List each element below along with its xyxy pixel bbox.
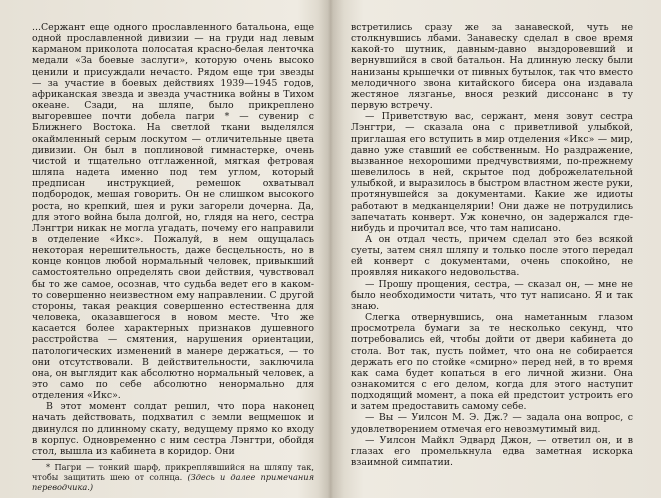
paragraph: — Прошу прощения, сестра, — сказал он, — мне не было необходимости читать, что тут написано. Я и так знаю.: [351, 278, 633, 312]
footnote-text: * Пагри — тонкий шарф, прикреплявшийся на шляпу так, чтобы защитить шею от солнца.: [32, 462, 314, 482]
right-page-text: [351, 22, 633, 468]
paragraph: — Приветствую вас, сержант, меня зовут сестра Лэнгтри, — сказала она с приветливой улыбкой, приглашая его вступить в мир отделения «Икс» — мир, давно уже ставший ее собственным. Но раздражение, вызванное нехорошими предчувствиями, по-прежнему шевелилось в ней, скрытое под доброжелательной улыбкой, и выразилось в быстром властном жесте руки, протянувшейся за документами. Какие же идиоты работают в медканцелярии! Они даже не потрудились запечатать конверт. Уж конечно, он задержался где-нибудь и прочитал все, что там написано.: [351, 111, 633, 234]
left-page-text: [32, 22, 314, 457]
paragraph: встретились сразу же за занавеской, чуть не столкнувшись лбами. Занавеску сделал в свое время какой-то шутник, давным-давно выздоровевший и вернувшийся в свой батальон. На длинную леску были нанизаны крышечки от пивных бутылок, так что вместо мелодичного звона китайского бисера она издавала жестяное лязганье, внося резкий диссонанс в ту первую встречу.: [351, 22, 633, 112]
paragraph: Слегка отвернувшись, она наметанным глазом просмотрела бумаги за те несколько секунд, что потребовались ей, чтобы дойти от двери кабинета до стола. Вот так, пусть поймет, что она не собирается держать его по стойке «смирно» перед ней, в то время как сама будет копаться в его личной жизни. Она ознакомится с его делом, когда для этого наступит подходящий момент, а пока ей предстоит устроить его и затем предоставить самому себе.: [351, 312, 633, 413]
paragraph: — Вы — Уилсон М. Э. Дж.? — задала она вопрос, с удовлетворением отмечая его невозмутимый вид.: [351, 412, 633, 435]
paragraph: В этот момент солдат решил, что пора наконец начать действовать, подхватил с земли вещмешок и двинулся по длинному скату, ведущему прямо ко входу в корпус. Одновременно с ним сестра Лэнгтри, обойдя стол, вышла из кабинета в коридор. Они: [32, 401, 314, 457]
paragraph: А он отдал честь, причем сделал это без всякой суеты, затем снял шляпу и только после этого передал ей конверт с документами, очень спокойно, не проявляя никакого недовольства.: [351, 233, 633, 279]
paragraph: ...Сержант еще одного прославленного батальона, еще одной прославленной дивизии — на груди над левым карманом приколота полосатая красно-белая ленточка медали «За боевые заслуги», которую очень высоко ценили и присуждали нечасто. Рядом еще три звезды — за участие в боевых действиях 1939—1945 годов, африканская звезда и звезда участника войны в Тихом океане. Сзади, на шляпе, было прикреплено выгоревшее почти добела пагри * — сувенир с Ближнего Востока. На светлой ткани выделялся окаймленный серым лоскутом — отличительные цвета дивизии. Он был в поплиновой гимнастерке, очень чистой и тщательно отглаженной, мягкая фетровая шляпа надета именно под тем углом, который предписан инструкцией, ремешок охватывал подбородок, мешая говорить. Он не слишком высокого роста, но крепкий, шея и руки загорели дочерна. Да, для этого война была долгой, но, глядя на него, сестра Лэнгтри никак не могла угадать, почему его направили в отделение «Икс». Пожалуй, в нем ощущалась некоторая нерешительность, даже бесцельность, но в конце концов любой нормальный человек, привыкший самостоятельно определять свои действия, чувствовал бы то же самое, осознав, что судьба ведет его в каком-то совершенно неизвестном ему направлении. С другой стороны, такая реакция совершенно естественна для человека, оказавшегося в новом месте. Что же касается более характерных признаков душевного расстройства — смятения, нарушения ориентации, патологических изменений в манере держаться, — то они отсутствовали. В действительности, заключила она, он выглядит как абсолютно нормальный человек, а это само по себе абсолютно ненормально для отделения «Икс».: [32, 22, 314, 402]
paragraph: — Уилсон Майкл Эдвард Джон, — ответил он, и в глазах его промелькнула едва заметная искорка взаимной симпатии.: [351, 434, 633, 469]
left-page: [0, 0, 330, 498]
translator-note: (Здесь и далее примечания переводчика.): [32, 472, 314, 492]
footnote-rule: [32, 459, 112, 460]
footnote: [32, 462, 314, 492]
right-page: [331, 0, 661, 498]
